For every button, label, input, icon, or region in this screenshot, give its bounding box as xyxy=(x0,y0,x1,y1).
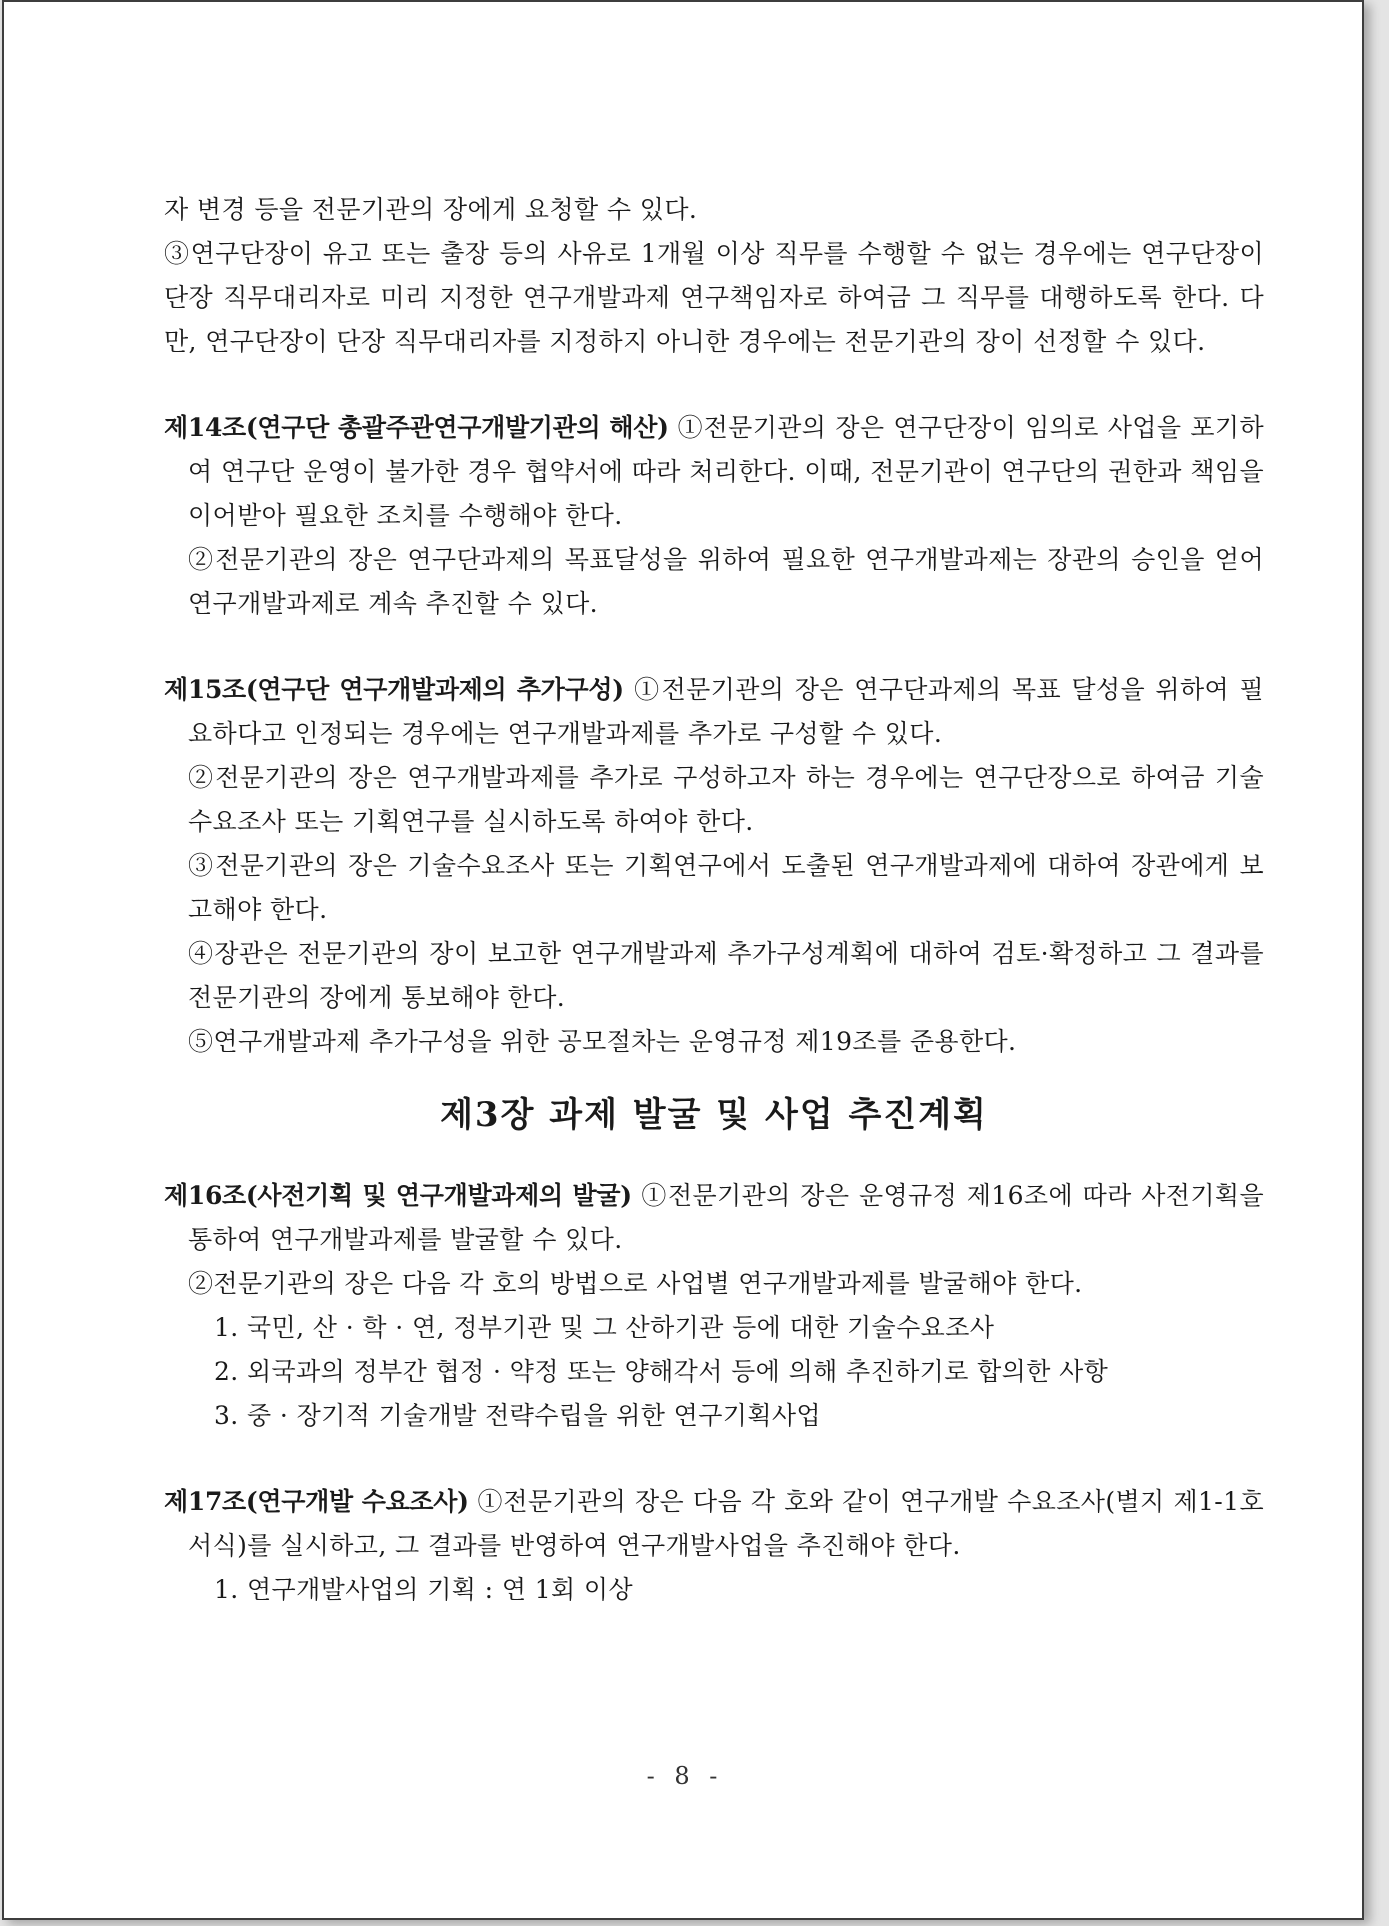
spacer xyxy=(164,1438,1264,1480)
article15-paragraph-1: ①전문기관의 장은 연구단과제의 목표 달성을 위하여 필요하다고 인정되는 경우에는 연구개발과제를 추가로 구성할 수 있다. xyxy=(188,675,1265,748)
article15 xyxy=(164,668,1264,756)
list-item: 1. 연구개발사업의 기획 : 연 1회 이상 xyxy=(214,1575,634,1604)
article17 xyxy=(164,1480,1264,1568)
article14 xyxy=(164,406,1264,538)
article15-heading: 제15조(연구단 연구개발과제의 추가구성) xyxy=(164,675,624,704)
spacer xyxy=(164,626,1264,668)
article15-paragraph-3: ③전문기관의 장은 기술수요조사 또는 기획연구에서 도출된 연구개발과제에 대하여 장관에게 보고해야 한다. xyxy=(188,851,1264,924)
page-number: - 8 - xyxy=(646,1762,724,1790)
article17-heading: 제17조(연구개발 수요조사) xyxy=(164,1487,469,1516)
document-body xyxy=(164,188,1264,1612)
article16 xyxy=(164,1174,1264,1262)
list-item: 2. 외국과의 정부간 협정 · 약정 또는 양해각서 등에 의해 추진하기로 합의한 사항 xyxy=(214,1357,1109,1386)
list-item: 3. 중 · 장기적 기술개발 전략수립을 위한 연구기획사업 xyxy=(214,1401,821,1430)
chapter-title: 제3장 과제 발굴 및 사업 추진계획 xyxy=(440,1095,988,1135)
list-item: 1. 국민, 산 · 학 · 연, 정부기관 및 그 산하기관 등에 대한 기술수요조사 xyxy=(214,1313,995,1342)
article16-paragraph-2: ②전문기관의 장은 다음 각 호의 방법으로 사업별 연구개발과제를 발굴해야 한다. xyxy=(188,1269,1083,1298)
continuation-line: 자 변경 등을 전문기관의 장에게 요청할 수 있다. xyxy=(164,195,698,224)
article15-paragraph-4: ④장관은 전문기관의 장이 보고한 연구개발과제 추가구성계획에 대하여 검토·확정하고 그 결과를 전문기관의 장에게 통보해야 한다. xyxy=(188,939,1264,1012)
article17-paragraph-1: ①전문기관의 장은 다음 각 호와 같이 연구개발 수요조사(별지 제1-1호 서식)를 실시하고, 그 결과를 반영하여 연구개발사업을 추진해야 한다. xyxy=(188,1487,1265,1560)
article16-paragraph-1: ①전문기관의 장은 운영규정 제16조에 따라 사전기획을 통하여 연구개발과제를 발굴할 수 있다. xyxy=(188,1181,1264,1254)
spacer xyxy=(164,364,1264,406)
article14-paragraph-2: ②전문기관의 장은 연구단과제의 목표달성을 위하여 필요한 연구개발과제는 장관의 승인을 얻어 연구개발과제로 계속 추진할 수 있다. xyxy=(188,545,1264,618)
document-page xyxy=(2,0,1364,1920)
article13-paragraph-3: ③연구단장이 유고 또는 출장 등의 사유로 1개월 이상 직무를 수행할 수 없는 경우에는 연구단장이 단장 직무대리자로 미리 지정한 연구개발과제 연구책임자로 하여금 그 직무를 대행하도록 한다. 다만, 연구단장이 단장 직무대리자를 지정하지 아니한 경우에는 전문기관의 장이 선정할 수 있다. xyxy=(164,239,1264,356)
article14-heading: 제14조(연구단 총괄주관연구개발기관의 해산) xyxy=(164,413,669,442)
article14-paragraph-1: ①전문기관의 장은 연구단장이 임의로 사업을 포기하여 연구단 운영이 불가한 경우 협약서에 따라 처리한다. 이때, 전문기관이 연구단의 권한과 책임을 이어받아 필요한 조치를 수행해야 한다. xyxy=(188,413,1264,530)
article15-paragraph-5: ⑤연구개발과제 추가구성을 위한 공모절차는 운영규정 제19조를 준용한다. xyxy=(188,1027,1017,1056)
article15-paragraph-2: ②전문기관의 장은 연구개발과제를 추가로 구성하고자 하는 경우에는 연구단장으로 하여금 기술수요조사 또는 기획연구를 실시하도록 하여야 한다. xyxy=(188,763,1264,836)
article16-heading: 제16조(사전기획 및 연구개발과제의 발굴) xyxy=(164,1181,632,1210)
